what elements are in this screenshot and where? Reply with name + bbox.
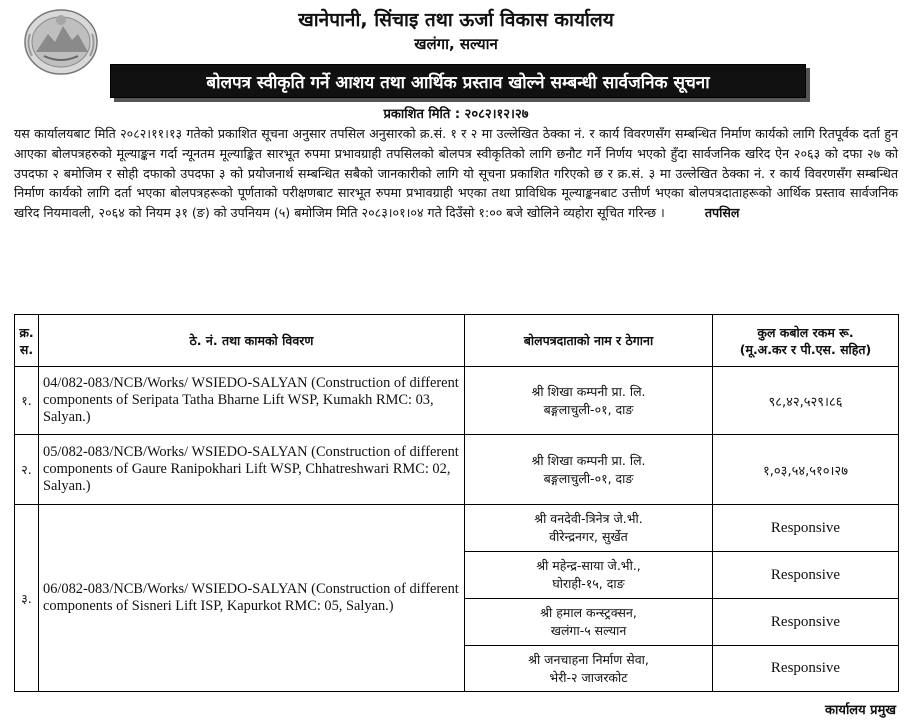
notice-body: यस कार्यालयबाट मिति २०८२।११।१३ गतेको प्रकाशित सूचना अनुसार तपसिल अनुसारको क्र.सं. १ र २ मा उल्लेखित ठेक्का नं. र कार्य विवरणसँग सम्बन्धित निर्माण कार्यको लागि रितपूर्वक दर्ता हुन आएका बोलपत्रहरुको मूल्याङ्कन गर्दा न्यूनतम मूल्याङ्कित सारभूत रुपमा प्रभावग्राही तपसिलको बोलपत्र स्वीकृतिको लागि छनौट गर्ने निर्णय भएको हुँदा सार्वजनिक खरिद ऐन २०६३ को दफा २७ को उपदफा २ बमोजिम र सोही दफाको उपदफा ३ को प्रयोजनार्थ सम्बन्धित सबैको जानकारीको लागि यो सूचना प्रकाशित गरिएको छ र क्र.सं. ३ मा उल्लेखित ठेक्का नं. र कार्य विवरणसँग सम्बन्धित निर्माण कार्यको लागि दर्ता भएका बोलपत्रहरूको पूर्णताको परीक्षणबाट सारभूत रुपमा प्रभावग्राही भएका तथा प्राविधिक मूल्याङ्कनबाट उत्तीर्ण भएका बोलपत्रदाताहरूको आर्थिक प्रस्ताव सार्वजनिक खरिद नियमावली, २०६४ को नियम ३१ (ङ) को उपनियम (५) बमोजिम मिति २०८३।०१।०४ गते दिउँसो १:०० बजे खोलिने व्यहोरा सूचित गरिन्छ । [14, 126, 898, 221]
row-description: 05/082-083/NCB/Works/ WSIEDO-SALYAN (Construction of different components of Gaure Ranipokhari Lift WSP, Chhatreshwari RMC: 02, Salyan.) [39, 435, 465, 505]
table-header-row [15, 315, 899, 367]
row-description: 06/082-083/NCB/Works/ WSIEDO-SALYAN (Construction of different components of Sisneri Lift ISP, Kapurkot RMC: 05, Salyan.) [39, 505, 465, 692]
bidder-cell [465, 367, 713, 435]
office-address: खलंगा, सल्यान [414, 35, 498, 53]
header-amount [713, 315, 899, 367]
bidder-address: बङ्गलाचुली-०१, दाङ [543, 470, 634, 486]
bidder-name: श्री जनचाहना निर्माण सेवा, [528, 651, 649, 667]
bidder-name: श्री शिखा कम्पनी प्रा. लि. [531, 452, 646, 468]
bid-status: Responsive [713, 646, 899, 692]
row-sn: १. [15, 367, 39, 435]
header-amount-line2: (मू.अ.कर र पी.एस. सहित) [739, 341, 872, 357]
bid-amount: ९८,४२,५२९।८६ [713, 367, 899, 435]
bidder-address: घोराही-१५, दाङ [552, 576, 625, 591]
row-description: 04/082-083/NCB/Works/ WSIEDO-SALYAN (Construction of different components of Seripata Tatha Bharne Lift WSP, Kumakh RMC: 03, Salyan.) [39, 367, 465, 435]
bid-status: Responsive [713, 552, 899, 599]
bidder-cell [465, 552, 713, 599]
bidder-cell [465, 505, 713, 552]
table-row [15, 367, 899, 435]
bid-table [14, 314, 899, 692]
header-description: ठे. नं. तथा कामको विवरण [39, 315, 465, 367]
bidder-address: वीरेन्द्रनगर, सुर्खेत [549, 529, 628, 544]
bidder-cell [465, 435, 713, 505]
published-date: प्रकाशित मिति : २०८२।१२।२७ [383, 107, 529, 122]
bidder-name: श्री महेन्द्र-साया जे.भी., [536, 558, 641, 573]
bid-status: Responsive [713, 505, 899, 552]
bidder-address: खलंगा-५ सल्यान [550, 623, 627, 638]
bidder-name: श्री हमाल कन्स्ट्रक्सन, [540, 605, 637, 620]
notice-paragraph [14, 124, 898, 223]
bidder-cell [465, 646, 713, 692]
tapasil-label: तपसिल [704, 205, 740, 221]
header-bidder: बोलपत्रदाताको नाम र ठेगाना [465, 315, 713, 367]
notice-title-banner [110, 64, 806, 98]
table-row [15, 435, 899, 505]
bid-amount: १,०३,५४,५१०।२७ [713, 435, 899, 505]
bid-status: Responsive [713, 599, 899, 646]
row-sn: ३. [15, 505, 39, 692]
bidder-name: श्री वनदेवी-त्रिनेत्र जे.भी. [534, 511, 643, 526]
bidder-name: श्री शिखा कम्पनी प्रा. लि. [531, 383, 646, 399]
header-amount-line1: कुल कबोल रकम रू. [757, 324, 854, 340]
signoff: कार्यालय प्रमुख [825, 703, 896, 718]
office-name: खानेपानी, सिंचाइ तथा ऊर्जा विकास कार्यालय [298, 9, 614, 31]
row-sn: २. [15, 435, 39, 505]
header-sn: क्र. स. [15, 315, 39, 367]
table-row [15, 505, 899, 552]
notice-title: बोलपत्र स्वीकृति गर्ने आशय तथा आर्थिक प्रस्ताव खोल्ने सम्बन्धी सार्वजनिक सूचना [110, 64, 806, 98]
bidder-cell [465, 599, 713, 646]
bidder-address: भेरी-२ जाजरकोट [549, 669, 628, 685]
bidder-address: बङ्गलाचुली-०१, दाङ [543, 401, 634, 417]
